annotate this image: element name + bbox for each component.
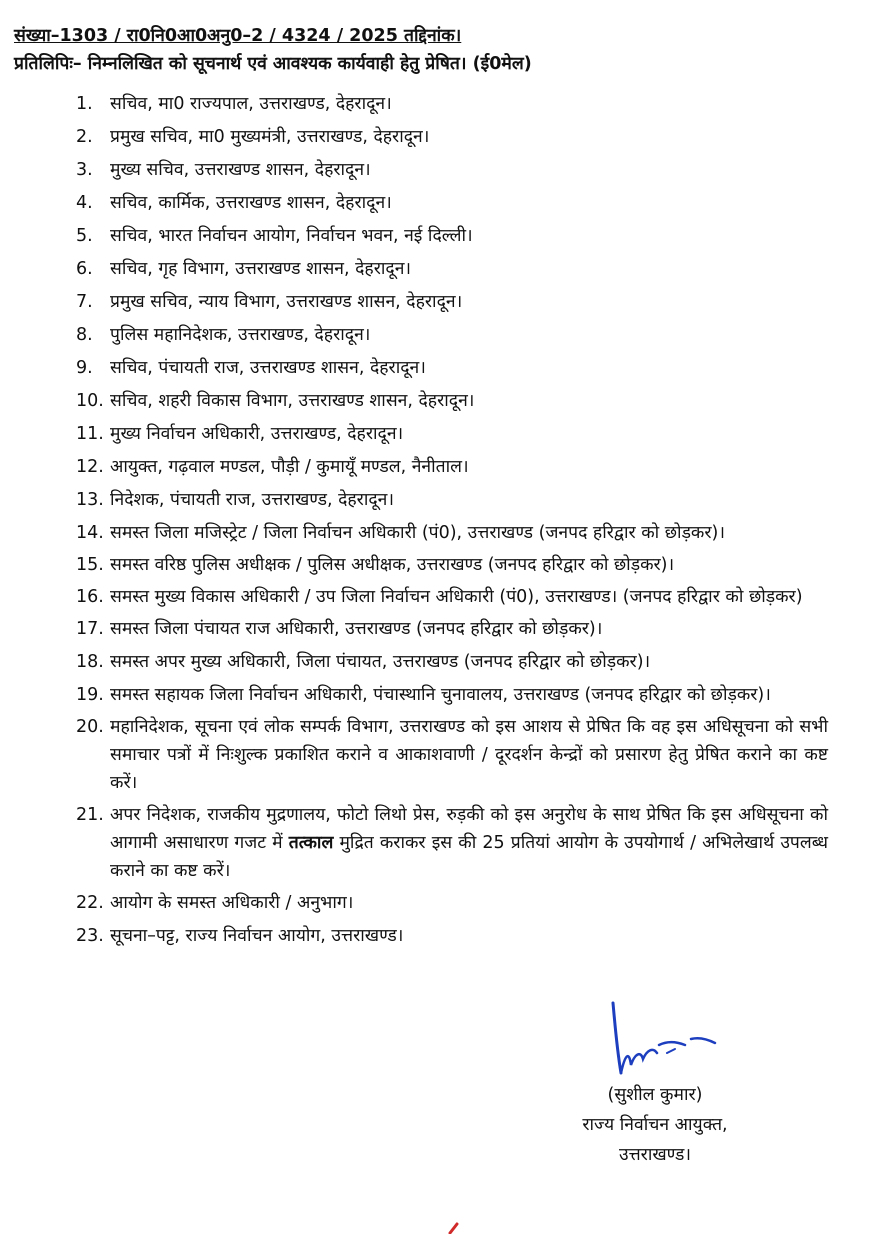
- list-item: [76, 222, 828, 250]
- item-number: 14.: [76, 523, 104, 543]
- item-number: 18.: [76, 652, 104, 672]
- item-number: 15.: [76, 555, 104, 575]
- signatory-place: उत्तराखण्ड।: [619, 1145, 691, 1165]
- signature-block: [540, 1080, 770, 1170]
- list-item: [76, 288, 828, 316]
- item-number: 16.: [76, 587, 104, 607]
- list-item: [76, 420, 828, 448]
- item-number: 2.: [76, 127, 93, 147]
- item-text: समस्त मुख्य विकास अधिकारी / उप जिला निर्वाचन अधिकारी (पं0), उत्तराखण्ड। (जनपद हरिद्वार को छोड़कर): [110, 587, 803, 607]
- item-text: प्रमुख सचिव, मा0 मुख्यमंत्री, उत्तराखण्ड, देहरादून।: [110, 127, 430, 147]
- list-item: [76, 889, 828, 917]
- item-text: मुख्य सचिव, उत्तराखण्ड शासन, देहरादून।: [110, 160, 371, 180]
- recipient-list: [76, 90, 828, 955]
- item-number: 5.: [76, 226, 93, 246]
- item-text: समस्त वरिष्ठ पुलिस अधीक्षक / पुलिस अधीक्षक, उत्तराखण्ड (जनपद हरिद्वार को छोड़कर)।: [110, 555, 675, 575]
- list-item: [76, 615, 828, 643]
- list-item: [76, 583, 828, 611]
- list-item: [76, 486, 828, 514]
- item-text: सूचना–पट्ट, राज्य निर्वाचन आयोग, उत्तराखण्ड।: [110, 926, 404, 946]
- item-number: 12.: [76, 457, 104, 477]
- list-item: [76, 801, 828, 885]
- red-mark-icon: [448, 1222, 460, 1234]
- item-text-part: मुद्रित कराकर इस की 25 प्रतियां आयोग के उपयोगार्थ / अभिलेखार्थ उपलब्ध कराने का कष्ट करें।: [110, 833, 828, 881]
- list-item: [76, 387, 828, 415]
- document-header: [14, 22, 532, 78]
- item-number: 7.: [76, 292, 93, 312]
- item-number: 6.: [76, 259, 93, 279]
- list-item: [76, 681, 828, 709]
- item-number: 20.: [76, 717, 104, 737]
- list-item: [76, 713, 828, 797]
- list-item: [76, 255, 828, 283]
- item-number: 23.: [76, 926, 104, 946]
- item-text: प्रमुख सचिव, न्याय विभाग, उत्तराखण्ड शासन, देहरादून।: [110, 292, 463, 312]
- copy-to-line: प्रतिलिपिः– निम्नलिखित को सूचनार्थ एवं आवश्यक कार्यवाही हेतु प्रेषित। (ई0मेल): [14, 54, 532, 74]
- item-text: सचिव, गृह विभाग, उत्तराखण्ड शासन, देहरादून।: [110, 259, 412, 279]
- item-number: 19.: [76, 685, 104, 705]
- item-text: [110, 801, 828, 885]
- list-item: [76, 453, 828, 481]
- reference-number: संख्या–1303 / रा0नि0आ0अनु0–2 / 4324 / 2025 तद्दिनांक।: [14, 26, 462, 46]
- item-number: 8.: [76, 325, 93, 345]
- signatory-designation: राज्य निर्वाचन आयुक्त,: [582, 1115, 728, 1135]
- list-item: [76, 90, 828, 118]
- list-item: [76, 123, 828, 151]
- list-item: [76, 156, 828, 184]
- item-number: 11.: [76, 424, 104, 444]
- signature-icon: [595, 995, 735, 1085]
- item-number: 10.: [76, 391, 104, 411]
- item-text: पुलिस महानिदेशक, उत्तराखण्ड, देहरादून।: [110, 325, 371, 345]
- signatory-name: (सुशील कुमार): [607, 1085, 703, 1105]
- emphasis-text: तत्काल: [288, 833, 334, 853]
- item-text: सचिव, पंचायती राज, उत्तराखण्ड शासन, देहरादून।: [110, 358, 426, 378]
- item-text: समस्त सहायक जिला निर्वाचन अधिकारी, पंचास्थानि चुनावालय, उत्तराखण्ड (जनपद हरिद्वार को छोड़कर)।: [110, 685, 771, 705]
- item-text: सचिव, कार्मिक, उत्तराखण्ड शासन, देहरादून।: [110, 193, 392, 213]
- item-number: 4.: [76, 193, 93, 213]
- item-text: सचिव, मा0 राज्यपाल, उत्तराखण्ड, देहरादून।: [110, 94, 392, 114]
- item-text: सचिव, शहरी विकास विभाग, उत्तराखण्ड शासन, देहरादून।: [110, 391, 475, 411]
- item-text: समस्त जिला मजिस्ट्रेट / जिला निर्वाचन अधिकारी (पं0), उत्तराखण्ड (जनपद हरिद्वार को छोड़कर)।: [110, 523, 725, 543]
- item-number: 3.: [76, 160, 93, 180]
- item-text: सचिव, भारत निर्वाचन आयोग, निर्वाचन भवन, नई दिल्ली।: [110, 226, 473, 246]
- item-text: महानिदेशक, सूचना एवं लोक सम्पर्क विभाग, उत्तराखण्ड को इस आशय से प्रेषित कि वह इस अधिसूचना को सभी समाचार पत्रों में निःशुल्क प्रकाशित कराने व आकाशवाणी / दूरदर्शन केन्द्रों को प्रसारण हेतु प्रेषित कराने का कष्ट करें।: [110, 717, 828, 793]
- list-item: [76, 354, 828, 382]
- item-number: 9.: [76, 358, 93, 378]
- item-text-part: अपर निदेशक, राजकीय मुद्रणालय, फोटो लिथो प्रेस, रुड़की को इस अनुरोध के साथ प्रेषित कि इस अधिसूचना को आगामी असाधारण गजट में: [110, 805, 828, 853]
- list-item: [76, 922, 828, 950]
- item-text: आयुक्त, गढ़वाल मण्डल, पौड़ी / कुमायूँ मण्डल, नैनीताल।: [110, 457, 469, 477]
- list-item: [76, 321, 828, 349]
- list-item: [76, 189, 828, 217]
- item-text: मुख्य निर्वाचन अधिकारी, उत्तराखण्ड, देहरादून।: [110, 424, 404, 444]
- item-number: 22.: [76, 893, 104, 913]
- item-number: 17.: [76, 619, 104, 639]
- item-text: समस्त अपर मुख्य अधिकारी, जिला पंचायत, उत्तराखण्ड (जनपद हरिद्वार को छोड़कर)।: [110, 652, 651, 672]
- item-number: 21.: [76, 805, 104, 825]
- item-text: आयोग के समस्त अधिकारी / अनुभाग।: [110, 893, 354, 913]
- item-text: निदेशक, पंचायती राज, उत्तराखण्ड, देहरादून।: [110, 490, 395, 510]
- list-item: [76, 519, 828, 547]
- item-number: 1.: [76, 94, 93, 114]
- item-number: 13.: [76, 490, 104, 510]
- item-text: समस्त जिला पंचायत राज अधिकारी, उत्तराखण्ड (जनपद हरिद्वार को छोड़कर)।: [110, 619, 603, 639]
- list-item: [76, 648, 828, 676]
- list-item: [76, 551, 828, 579]
